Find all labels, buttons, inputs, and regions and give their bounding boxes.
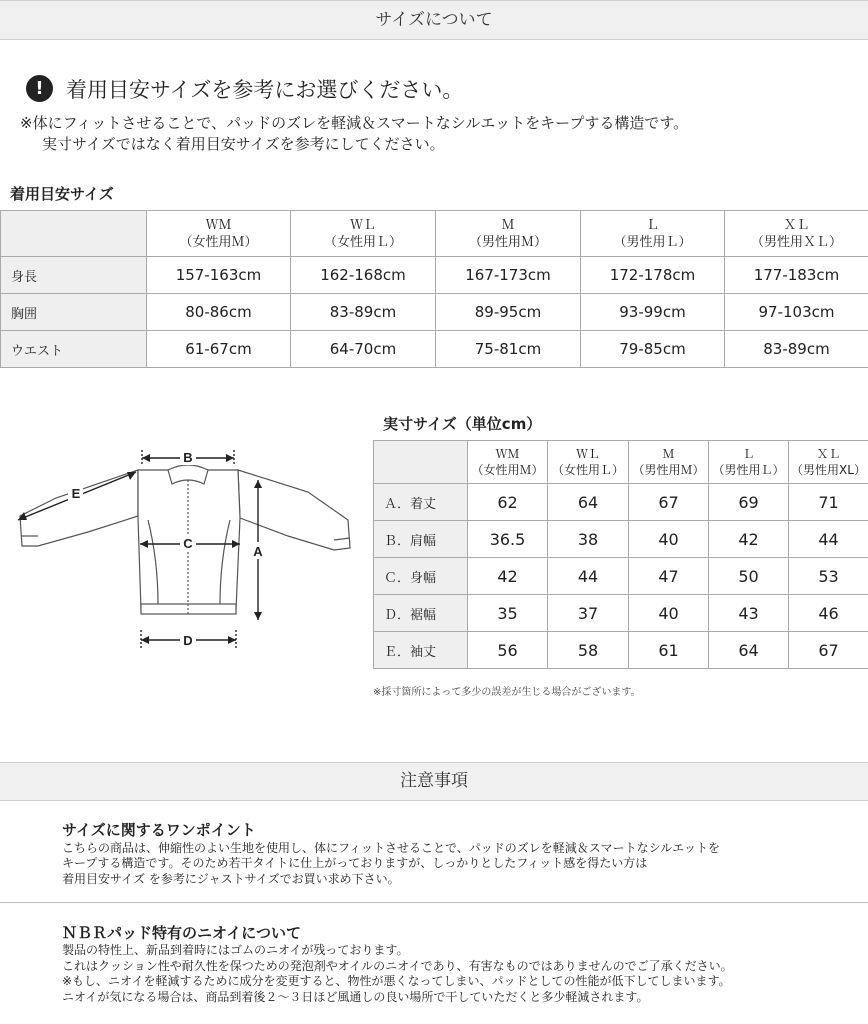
- table-cell: 69: [709, 484, 789, 521]
- table-row: [1, 257, 868, 294]
- table-cell: 79-85cm: [581, 331, 725, 368]
- table-cell: 42: [709, 521, 789, 558]
- table-cell: 167-173cm: [436, 257, 581, 294]
- notice-title: 着用目安サイズを参考にお選びください。: [66, 78, 464, 102]
- size-header: Ｍ （男性用Ｍ）: [629, 441, 709, 484]
- table-cell: 162-168cm: [291, 257, 436, 294]
- row-label: ウエスト: [1, 331, 147, 368]
- section-header-size: [0, 0, 868, 40]
- table-cell: 93-99cm: [581, 294, 725, 331]
- table-corner: [1, 211, 147, 257]
- measure-label-b: B: [183, 450, 193, 465]
- table-cell: 37: [548, 595, 629, 632]
- measure-label-d: D: [183, 633, 193, 648]
- section-title: サイズについて: [375, 10, 493, 30]
- note-line: 着用目安サイズ を参考にジャストサイズでお買い求め下さい。: [62, 872, 400, 886]
- table-cell: 172-178cm: [581, 257, 725, 294]
- table-corner: [374, 441, 468, 484]
- table-cell: 71: [789, 484, 868, 521]
- actual-size-label: 実寸サイズ（単位cm）: [383, 415, 542, 433]
- section-title: 注意事項: [400, 771, 468, 791]
- table-cell: 89-95cm: [436, 294, 581, 331]
- table-cell: 67: [789, 632, 868, 669]
- note-line: 製品の特性上、新品到着時にはゴムのニオイが残っております。: [62, 943, 409, 957]
- row-label: Ｄ．裾幅: [374, 595, 468, 632]
- table-cell: 35: [468, 595, 548, 632]
- size-header: ＸＬ （男性用ＸＬ）: [725, 211, 868, 257]
- table-row: [374, 484, 868, 521]
- table-cell: 46: [789, 595, 868, 632]
- table-cell: 83-89cm: [725, 331, 868, 368]
- measure-label-c: C: [183, 536, 193, 551]
- table-row: [374, 632, 868, 669]
- table-cell: 83-89cm: [291, 294, 436, 331]
- table-cell: 64: [709, 632, 789, 669]
- jacket-measurement-diagram: [8, 440, 360, 660]
- size-header: ＷＬ （女性用Ｌ）: [548, 441, 629, 484]
- row-label: Ｃ．身幅: [374, 558, 468, 595]
- guide-size-table: [0, 210, 868, 368]
- notice-text-line: ※体にフィットさせることで、パッドのズレを軽減＆スマートなシルエットをキープする構造です。: [20, 114, 689, 132]
- table-header-row: [374, 441, 868, 484]
- table-cell: 40: [629, 595, 709, 632]
- table-row: [1, 331, 868, 368]
- table-cell: 61-67cm: [147, 331, 291, 368]
- size-header: Ｌ （男性用Ｌ）: [581, 211, 725, 257]
- table-cell: 64-70cm: [291, 331, 436, 368]
- table-cell: 40: [629, 521, 709, 558]
- table-cell: 58: [548, 632, 629, 669]
- note-line: これはクッション性や耐久性を保つための発泡剤やオイルのニオイであり、有害なものではありませんのでご了承ください。: [62, 959, 733, 973]
- measurement-footnote: ※採寸箇所によって多少の誤差が生じる場合がございます。: [373, 687, 641, 698]
- right-sleeve: [238, 470, 350, 550]
- size-header: ＷＭ （女性用Ｍ）: [468, 441, 548, 484]
- divider: [0, 902, 868, 903]
- table-cell: 62: [468, 484, 548, 521]
- row-label: Ａ．着丈: [374, 484, 468, 521]
- table-cell: 36.5: [468, 521, 548, 558]
- table-cell: 97-103cm: [725, 294, 868, 331]
- size-header: ＷＬ （女性用Ｌ）: [291, 211, 436, 257]
- note-title: サイズに関するワンポイント: [62, 821, 256, 839]
- table-cell: 47: [629, 558, 709, 595]
- table-cell: 61: [629, 632, 709, 669]
- row-label: Ｂ．肩幅: [374, 521, 468, 558]
- table-cell: 80-86cm: [147, 294, 291, 331]
- table-header-row: [1, 211, 868, 257]
- section-header-notes: [0, 762, 868, 801]
- exclamation-icon: !: [26, 75, 53, 102]
- note-line: ※もし、ニオイを軽減するために成分を変更すると、物性が悪くなってしまい、パッドとしての性能が低下してしまいます。: [62, 974, 731, 988]
- table-cell: 50: [709, 558, 789, 595]
- table-cell: 53: [789, 558, 868, 595]
- table-cell: 56: [468, 632, 548, 669]
- table-cell: 38: [548, 521, 629, 558]
- size-header: ＸＬ （男性用XL）: [789, 441, 868, 484]
- notice-text-line: 実寸サイズではなく着用目安サイズを参考にしてください。: [42, 135, 445, 153]
- table-cell: 177-183cm: [725, 257, 868, 294]
- table-cell: 43: [709, 595, 789, 632]
- row-label: 胸囲: [1, 294, 147, 331]
- note-line: ニオイが気になる場合は、商品到着後２～３日ほど風通しの良い場所で干していただくと多少軽減されます。: [62, 990, 649, 1004]
- table-cell: 67: [629, 484, 709, 521]
- row-label: 身長: [1, 257, 147, 294]
- table-cell: 42: [468, 558, 548, 595]
- table-row: [374, 521, 868, 558]
- actual-size-table: [373, 440, 868, 669]
- table-cell: 44: [548, 558, 629, 595]
- note-line: こちらの商品は、伸縮性のよい生地を使用し、体にフィットさせることで、パッドのズレを軽減＆スマートなシルエットを: [62, 841, 721, 855]
- table-cell: 157-163cm: [147, 257, 291, 294]
- size-header: Ｌ （男性用Ｌ）: [709, 441, 789, 484]
- size-header: ＷＭ （女性用Ｍ）: [147, 211, 291, 257]
- size-header: Ｍ （男性用Ｍ）: [436, 211, 581, 257]
- note-line: キープする構造です。そのため若干タイトに仕上がっておりますが、しっかりとしたフィット感を得たい方は: [62, 856, 648, 870]
- guide-size-label: 着用目安サイズ: [10, 185, 114, 203]
- table-row: [374, 595, 868, 632]
- measure-label-e: E: [71, 486, 81, 501]
- table-cell: 75-81cm: [436, 331, 581, 368]
- table-cell: 64: [548, 484, 629, 521]
- note-title: ＮＢＲパッド特有のニオイについて: [62, 924, 301, 942]
- row-label: Ｅ．袖丈: [374, 632, 468, 669]
- left-sleeve: [20, 470, 138, 546]
- table-row: [374, 558, 868, 595]
- measure-label-a: A: [253, 544, 263, 559]
- table-cell: 44: [789, 521, 868, 558]
- table-row: [1, 294, 868, 331]
